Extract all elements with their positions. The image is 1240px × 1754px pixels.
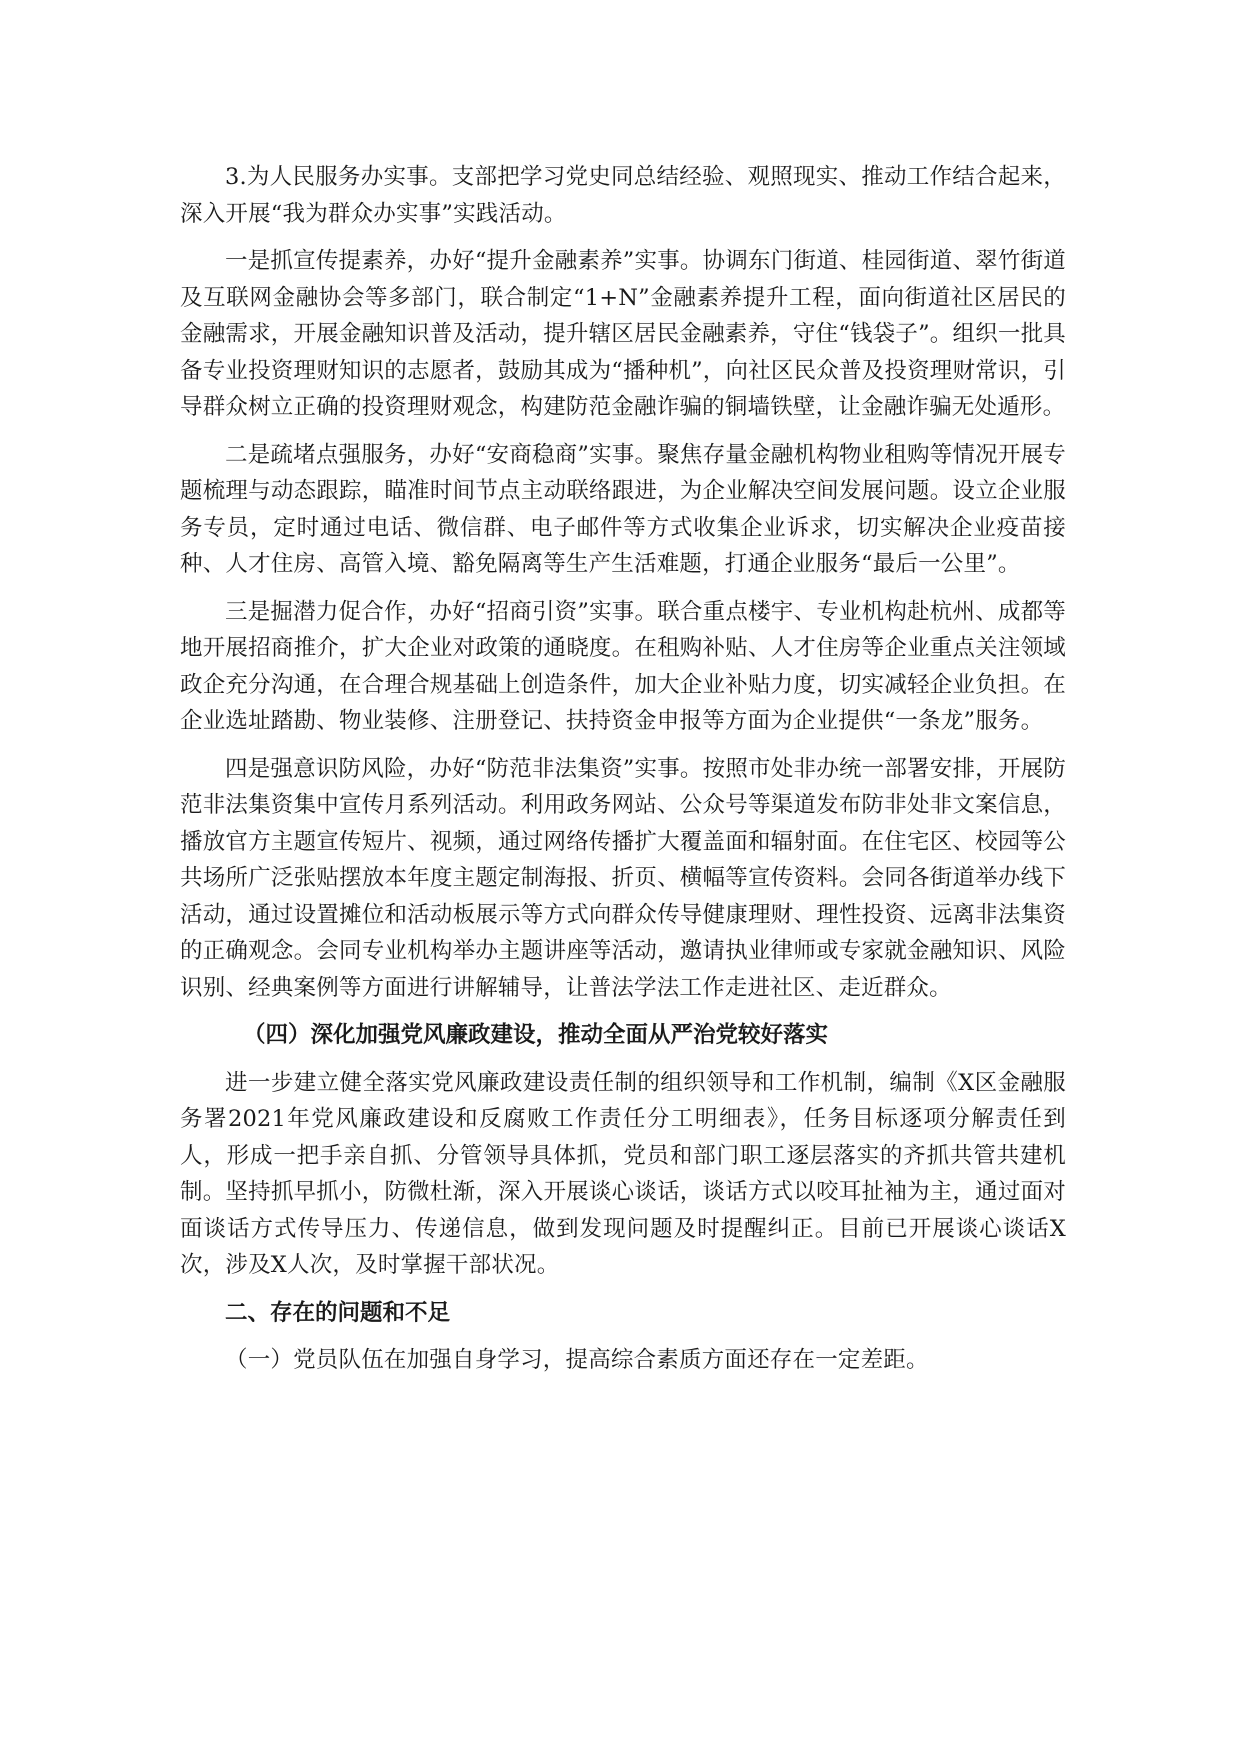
paragraph-financial-literacy: 一是抓宣传提素养，办好“提升金融素养”实事。协调东门街道、桂园街道、翠竹街道及互联网金融协会等多部门，联合制定“1+N”金融素养提升工程，面向街道社区居民的金融需求，开展金融知识普及活动，提升辖区居民金融素养，守住“钱袋子”。组织一批具备专业投资理财知识的志愿者，鼓励其成为“播种机”，向社区民众普及投资理财常识，引导群众树立正确的投资理财观念，构建防范金融诈骗的铜墙铁壁，让金融诈骗无处遁形。 xyxy=(180,248,1067,420)
section-heading-problems: 二、存在的问题和不足 xyxy=(225,1299,451,1326)
paragraph-serve-people: 3.为人民服务办实事。支部把学习党史同总结经验、观照现实、推动工作结合起来，深入开展“我为群众办实事”实践活动。 xyxy=(180,164,1066,227)
paragraph-investment-promotion: 三是掘潜力促合作，办好“招商引资”实事。联合重点楼宇、专业机构赴杭州、成都等地开展招商推介，扩大企业对政策的通晓度。在租购补贴、人才住房等企业重点关注领域政企充分沟通，在合理合规基础上创造条件，加大企业补贴力度，切实减轻企业负担。在企业选址踏勘、物业装修、注册登记、扶持资金申报等方面为企业提供“一条龙”服务。 xyxy=(180,598,1066,734)
section-heading-integrity: （四）深化加强党风廉政建设，推动全面从严治党较好落实 xyxy=(243,1022,829,1048)
paragraph-integrity-mechanism: 进一步建立健全落实党风廉政建设责任制的组织领导和工作机制，编制《X区金融服务署2021年党风廉政建设和反腐败工作责任分工明细表》，任务目标逐项分解责任到人，形成一把手亲自抓、分管领导具体抓，党员和部门职工逐层落实的齐抓共管共建机制。坚持抓早抓小，防微杜渐，深入开展谈心谈话，谈话方式以咬耳扯袖为主，通过面对面谈话方式传导压力、传递信息，做到发现问题及时提醒纠正。目前已开展谈心谈话X次，涉及X人次，及时掌握干部状况。 xyxy=(180,1069,1066,1278)
paragraph-business-service: 二是疏堵点强服务，办好“安商稳商”实事。聚焦存量金融机构物业租购等情况开展专题梳理与动态跟踪，瞄准时间节点主动联络跟进，为企业解决空间发展问题。设立企业服务专员，定时通过电话、微信群、电子邮件等方式收集企业诉求，切实解决企业疫苗接种、人才住房、高管入境、豁免隔离等生产生活难题，打通企业服务“最后一公里”。 xyxy=(180,441,1066,577)
document-body xyxy=(180,159,1066,1390)
paragraph-problem-one: （一）党员队伍在加强自身学习，提高综合素质方面还存在一定差距。 xyxy=(225,1347,929,1373)
paragraph-illegal-fundraising: 四是强意识防风险，办好“防范非法集资”实事。按照市处非办统一部署安排，开展防范非法集资集中宣传月系列活动。利用政务网站、公众号等渠道发布防非处非文案信息，播放官方主题宣传短片、视频，通过网络传播扩大覆盖面和辐射面。在住宅区、校园等公共场所广泛张贴摆放本年度主题定制海报、折页、横幅等宣传资料。会同各街道举办线下活动，通过设置摊位和活动板展示等方式向群众传导健康理财、理性投资、远离非法集资的正确观念。会同专业机构举办主题讲座等活动，邀请执业律师或专家就金融知识、风险识别、经典案例等方面进行讲解辅导，让普法学法工作走进社区、走近群众。 xyxy=(180,755,1066,1001)
